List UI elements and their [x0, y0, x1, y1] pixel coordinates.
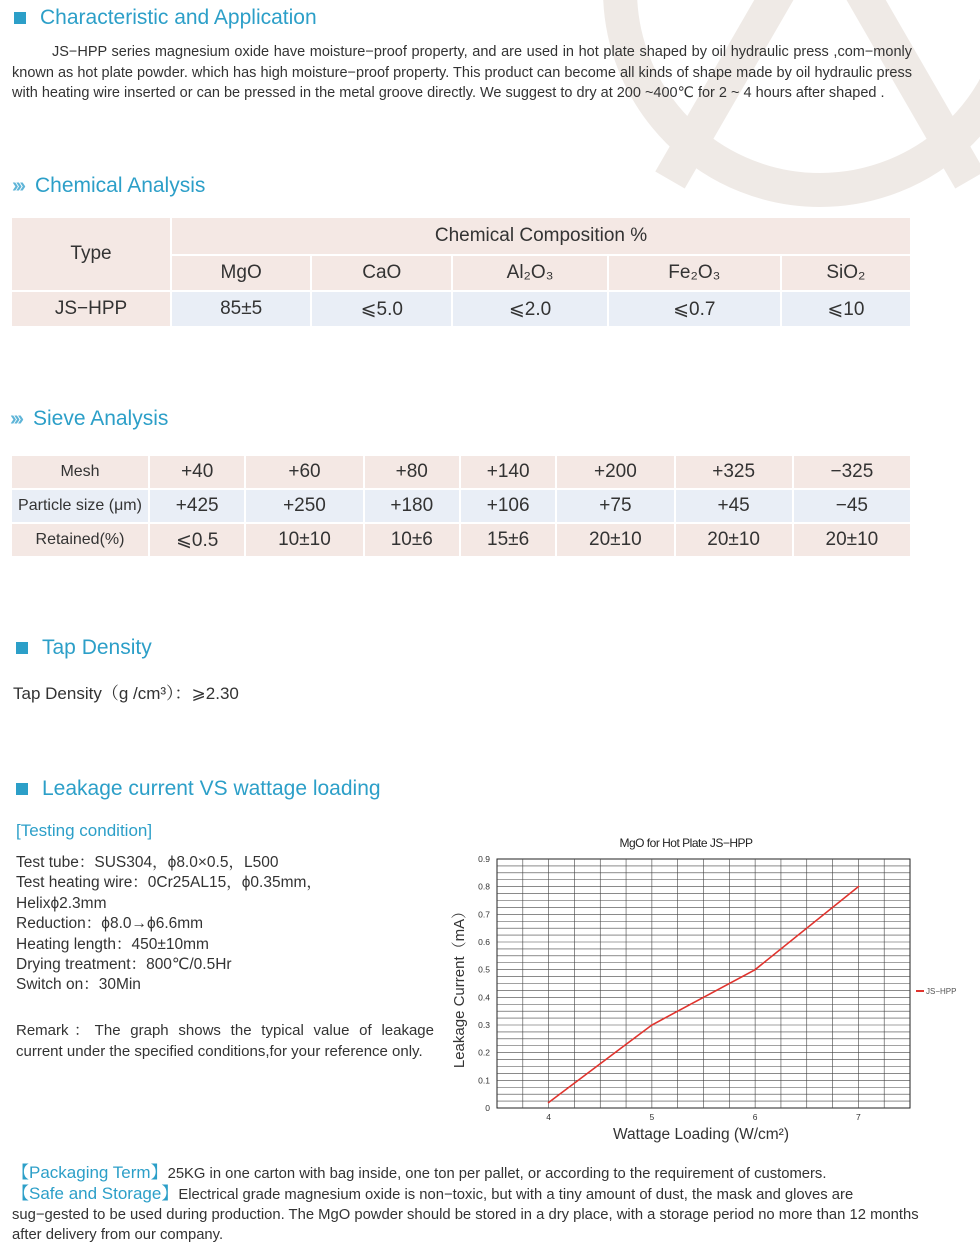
- component-header: SiO₂: [782, 256, 910, 290]
- composition-header: Chemical Composition %: [172, 218, 910, 254]
- x-axis-ticks: [546, 1112, 861, 1122]
- characteristic-paragraph: [12, 42, 912, 104]
- paragraph-text: JS−HPP series magnesium oxide have moisture−proof property, and are used in hot plate shaped by oil hydraulic press ,com−monly known as hot plate powder. which has high moisture−proof property. This product can become all kinds of shape made by oil hydraulic press with heating wire inserted or can be pressed in the metal groove directly. We suggest to dry at 200 ~400℃ for 2 ~ 4 hours after shaped .: [12, 44, 912, 101]
- watermark-logo: [520, 0, 980, 240]
- table-cell: +425: [150, 490, 244, 522]
- component-header: Al₂O₃: [453, 256, 607, 290]
- table-cell: +106: [461, 490, 555, 522]
- x-tick-label: 5: [649, 1112, 655, 1122]
- sieve-table: [10, 454, 912, 558]
- y-tick-label: 0.2: [478, 1047, 490, 1058]
- table-cell: 10±10: [246, 524, 362, 556]
- table-cell: +250: [246, 490, 362, 522]
- chemical-table: [10, 216, 912, 328]
- chart-grid: [497, 859, 910, 1108]
- packaging-label: 【Packaging Term】: [12, 1163, 168, 1182]
- packaging-term: [12, 1163, 922, 1184]
- y-tick-label: 0.7: [478, 909, 490, 920]
- section-heading-chemical: [12, 174, 205, 198]
- x-tick-label: 4: [546, 1112, 551, 1122]
- heading-text: Characteristic and Application: [40, 6, 317, 29]
- condition-line: Helixϕ2.3mm: [16, 894, 107, 912]
- table-cell: ⩽10: [782, 292, 910, 326]
- y-axis-label: Leakage Current（mA）: [451, 903, 468, 1069]
- condition-line: Heating length：450±10mm: [16, 935, 209, 953]
- y-tick-label: 0.1: [478, 1075, 490, 1086]
- table-cell: +60: [246, 456, 362, 488]
- condition-line: Test heating wire：0Cr25AL15，ϕ0.35mm，: [16, 874, 322, 892]
- section-heading-characteristic: [14, 6, 317, 30]
- square-bullet-icon: [16, 783, 28, 795]
- x-tick-label: 6: [752, 1112, 758, 1122]
- data-point: [651, 1024, 653, 1026]
- condition-line: Switch on：30Min: [16, 976, 141, 994]
- table-cell: −45: [794, 490, 910, 522]
- row-label: JS−HPP: [12, 292, 170, 326]
- x-axis-label: Wattage Loading (W/cm²): [612, 1126, 790, 1143]
- safe-label: 【Safe and Storage】: [12, 1184, 179, 1203]
- chart-title: MgO for Hot Plate JS−HPP: [619, 836, 753, 850]
- data-point: [857, 886, 859, 888]
- triple-chevron-icon: ›››: [12, 174, 23, 197]
- remark-text: Remark：The graph shows the typical value of leakage current under the specified conditions,for your reference only.: [16, 1022, 434, 1060]
- heading-text: Tap Density: [42, 636, 152, 659]
- table-cell: +75: [557, 490, 673, 522]
- table-cell: +40: [150, 456, 244, 488]
- component-header: CaO: [312, 256, 451, 290]
- triple-chevron-icon: ›››: [10, 407, 21, 430]
- y-tick-label: 0: [485, 1103, 490, 1113]
- safe-text: Electrical grade magnesium oxide is non−toxic, but with a tiny amount of dust, the mask and gloves are sug−gested to be used during production. The MgO powder should be stored in a dry place, with a storage period no more than 12 months after delivery from our company.: [12, 1187, 919, 1243]
- y-tick-label: 0.4: [478, 992, 490, 1003]
- condition-line: Drying treatment：800℃/0.5Hr: [16, 956, 232, 974]
- square-bullet-icon: [16, 642, 28, 654]
- leakage-chart: [440, 828, 980, 1148]
- y-axis-ticks: [478, 854, 490, 1113]
- table-cell: 85±5: [172, 292, 310, 326]
- table-cell: 20±10: [557, 524, 673, 556]
- packaging-text: 25KG in one carton with bag inside, one ton per pallet, or according to the requirement of customers.: [167, 1166, 827, 1182]
- table-cell: 20±10: [794, 524, 910, 556]
- table-cell: ⩽5.0: [312, 292, 451, 326]
- table-cell: +45: [676, 490, 792, 522]
- table-cell: +325: [676, 456, 792, 488]
- heading-text: Chemical Analysis: [34, 174, 206, 197]
- component-header: Fe₂O₃: [609, 256, 780, 290]
- safe-storage: [12, 1184, 922, 1245]
- footer-notes: [12, 1163, 922, 1245]
- table-cell: 15±6: [461, 524, 555, 556]
- legend-label: JS−HPP: [926, 987, 957, 996]
- data-point: [754, 969, 756, 971]
- condition-line: Test tube：SUS304，ϕ8.0×0.5，L500: [16, 854, 279, 871]
- heading-text: Leakage current VS wattage loading: [42, 777, 381, 800]
- square-bullet-icon: [14, 12, 26, 24]
- condition-line: Reduction：ϕ8.0→ϕ6.6mm: [16, 915, 204, 933]
- testing-conditions: [16, 853, 322, 996]
- row-label: Mesh: [12, 456, 148, 488]
- table-cell: ⩽0.5: [150, 524, 244, 556]
- x-tick-label: 7: [856, 1112, 861, 1122]
- section-heading-tap-density: [16, 636, 152, 660]
- section-heading-sieve: [10, 407, 168, 431]
- y-tick-label: 0.5: [478, 964, 490, 975]
- heading-text: Sieve Analysis: [32, 407, 169, 430]
- section-heading-leakage: [16, 777, 381, 801]
- testing-condition-title: [Testing condition]: [16, 821, 153, 840]
- table-cell: +140: [461, 456, 555, 488]
- component-header: MgO: [172, 256, 310, 290]
- table-cell: +80: [365, 456, 459, 488]
- row-label: Particle size (μm): [12, 490, 148, 522]
- tap-density-value: Tap Density（g /cm³）：⩾2.30: [13, 684, 239, 703]
- row-label: Retained(%): [12, 524, 148, 556]
- y-tick-label: 0.8: [478, 881, 490, 892]
- y-tick-label: 0.6: [478, 937, 490, 947]
- chart-legend: [916, 987, 956, 996]
- table-cell: 10±6: [365, 524, 459, 556]
- type-header: Type: [12, 218, 170, 290]
- table-cell: +180: [365, 490, 459, 522]
- table-cell: ⩽2.0: [453, 292, 607, 326]
- table-cell: −325: [794, 456, 910, 488]
- data-point: [548, 1102, 550, 1104]
- y-tick-label: 0.3: [478, 1020, 490, 1030]
- table-cell: +200: [557, 456, 673, 488]
- table-cell: ⩽0.7: [609, 292, 780, 326]
- table-cell: 20±10: [676, 524, 792, 556]
- y-tick-label: 0.9: [478, 854, 490, 864]
